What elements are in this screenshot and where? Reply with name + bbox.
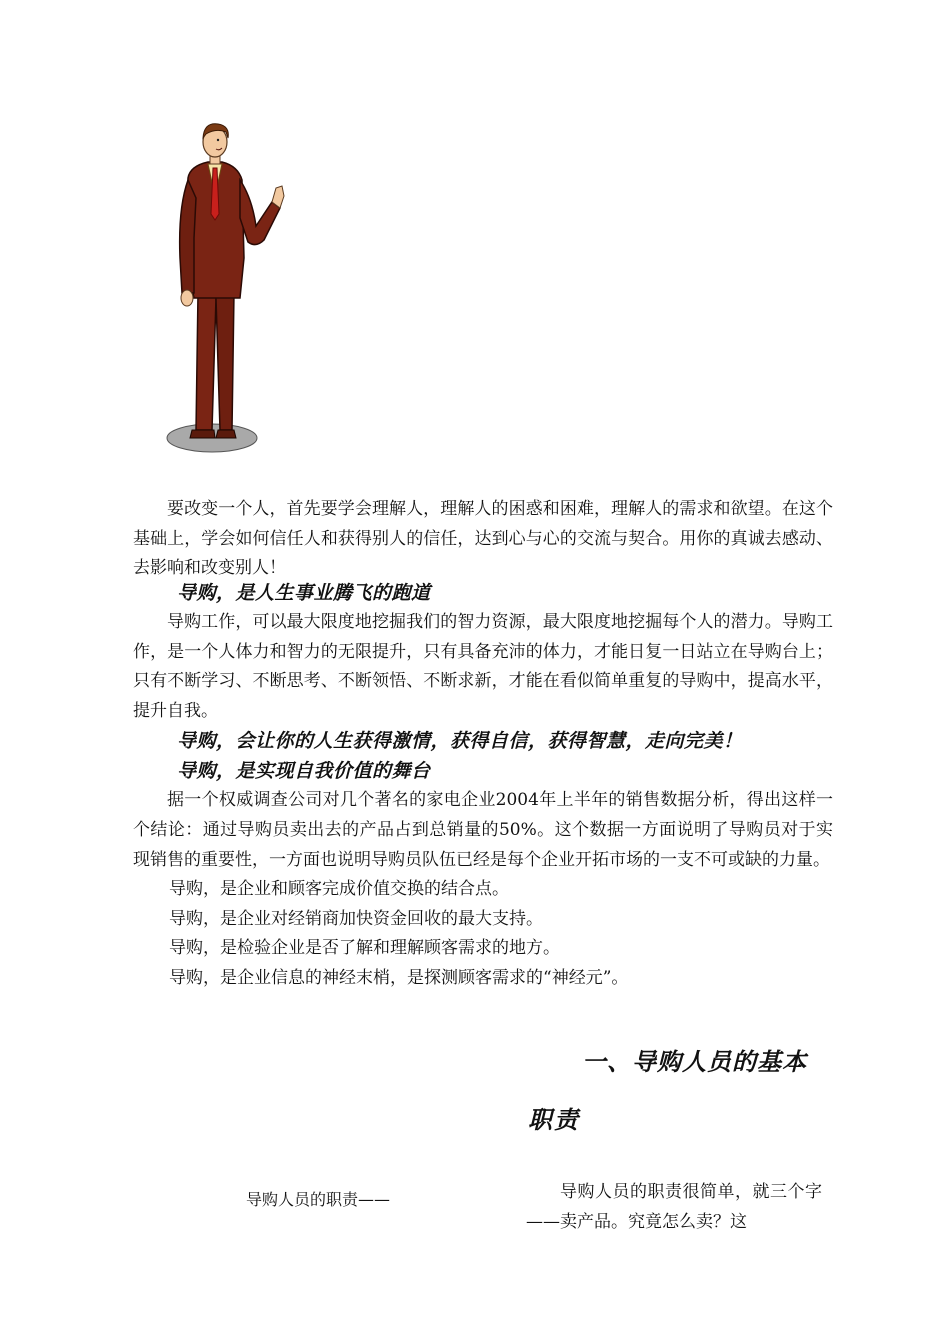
eye [217,139,219,141]
left-hand [181,290,193,306]
heading-runway: 导购，是人生事业腾飞的跑道 [177,582,431,604]
duties-caption: 导购人员的职责—— [246,1190,391,1209]
right-arm [240,180,280,245]
right-leg [216,293,234,430]
section-title-line1: 一、导购人员的基本 [582,1048,807,1076]
left-arm [180,180,196,293]
point-1: 导购，是企业和顾客完成价值交换的结合点。 [169,879,509,900]
heading-stage: 导购，是实现自我价值的舞台 [177,760,431,783]
businessman-illustration [160,118,300,468]
work-paragraph: 导购工作，可以最大限度地挖掘我们的智力资源，最大限度地挖掘每个人的潜力。导购工作，是一个人体力和智力的无限提升，只有具备充沛的体力，才能日复一日站立在导购台上；只有不断学习、不断思考、不断领悟、不断求新，才能在看似简单重复的导购中，提高水平，提升自我。 [133,612,833,721]
intro-paragraph: 要改变一个人，首先要学会理解人，理解人的困惑和困难，理解人的需求和欲望。在这个基础上，学会如何信任人和获得别人的信任，达到心与心的交流与契合。用你的真诚去感动、去影响和改变别人！ [133,499,833,579]
point-3: 导购，是检验企业是否了解和理解顾客需求的地方。 [169,938,560,959]
survey-paragraph: 据一个权威调查公司对几个著名的家电企业2004年上半年的销售数据分析，得出这样一个结论：通过导购员卖出去的产品占到总销量的50%。这个数据一方面说明了导购员对于实现销售的重要性，一方面也说明导购员队伍已经是每个企业开拓市场的一支不可或缺的力量。 [133,790,833,870]
tie [211,168,219,220]
intro-block [133,495,833,584]
runway-block [133,578,833,994]
left-leg [196,293,216,430]
point-4: 导购，是企业信息的神经末梢，是探测顾客需求的“神经元”。 [169,967,629,988]
point-2: 导购，是企业对经销商加快资金回收的最大支持。 [169,908,543,929]
right-shoe [216,430,236,438]
slogan: 导购，会让你的人生获得激情，获得自信，获得智慧，走向完美！ [177,730,743,753]
left-shoe [190,430,215,438]
section-title-line2: 职责 [528,1106,580,1134]
duties-paragraph: 导购人员的职责很简单，就三个字——卖产品。究竟怎么卖？这 [526,1182,822,1232]
